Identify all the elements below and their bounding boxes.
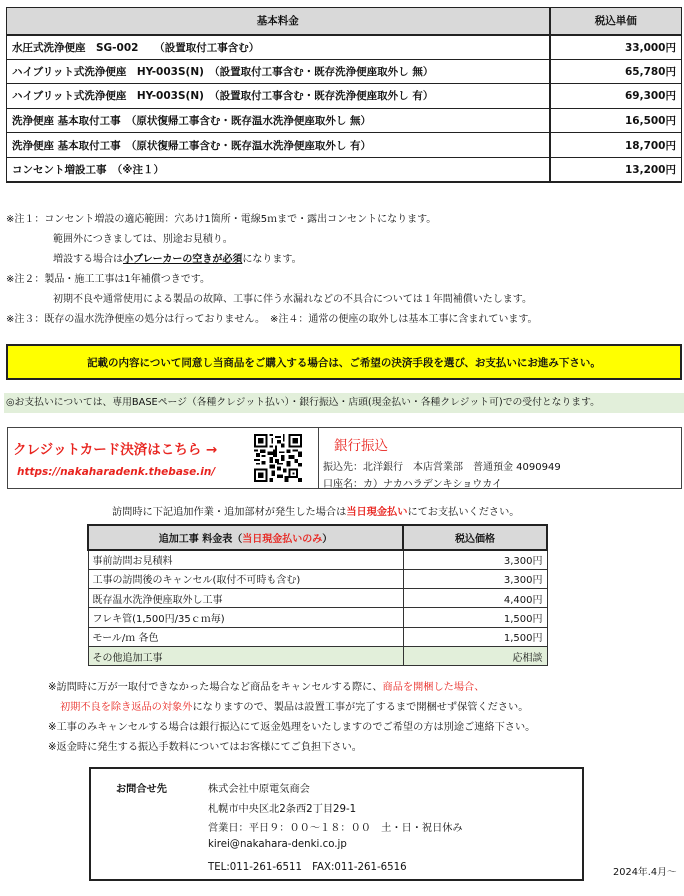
- note-1c-pre: 増設する場合は: [53, 254, 123, 265]
- credit-card-box[interactable]: [7, 427, 319, 489]
- additional-item-price: 3,300円: [403, 569, 547, 588]
- visit-notice-post: にてお支払いください。: [407, 507, 520, 518]
- contact-box: [89, 767, 584, 881]
- additional-fee-header-row: [88, 525, 547, 550]
- basic-fee-item-price: 16,500円: [550, 108, 682, 133]
- table-row: [88, 627, 547, 646]
- table-row: [88, 589, 547, 608]
- additional-header-emphasis: 当日現金払いのみ: [242, 534, 323, 545]
- remark-2-post: になりますので、製品は設置工事が完了するまで開梱せず保管ください。: [192, 702, 529, 713]
- basic-fee-item-name: 洗浄便座 基本取付工事 （原状復帰工事含む・既存温水洗浄便座取外し 有）: [7, 133, 550, 158]
- basic-fee-item-price: 13,200円: [550, 157, 682, 182]
- agreement-banner: [6, 344, 682, 380]
- additional-item-price: 4,400円: [403, 589, 547, 608]
- visit-notice-pre: 訪問時に下記追加作業・追加部材が発生した場合は: [112, 507, 347, 518]
- table-row: [88, 608, 547, 627]
- additional-header-pre: 追加工事 料金表（: [158, 534, 243, 545]
- table-row: [7, 157, 682, 182]
- table-row: [88, 569, 547, 588]
- qr-code-icon[interactable]: [254, 434, 302, 482]
- table-row: [7, 133, 682, 158]
- credit-card-url[interactable]: https://nakaharadenk.thebase.in/: [17, 466, 216, 478]
- contact-address: 札幌市中央区北2条西2丁目29-1: [208, 803, 357, 815]
- bank-transfer-box: [319, 427, 682, 489]
- date-text: 2024年.4月～: [613, 867, 677, 878]
- remark-1-pre: ※訪問時に万が一取付できなかった場合など商品をキャンセルする際に、: [48, 682, 383, 693]
- contact-phone: TEL:011-261-6511 FAX:011-261-6516: [208, 862, 407, 873]
- basic-fee-item-name: 洗浄便座 基本取付工事 （原状復帰工事含む・既存温水洗浄便座取外し 無）: [7, 108, 550, 133]
- basic-fee-item-name: コンセント増設工事 （※注１）: [7, 157, 550, 182]
- basic-fee-header-row: [7, 8, 682, 35]
- remark-1: [48, 678, 535, 698]
- contact-company: 株式会社中原電気商会: [208, 784, 310, 795]
- additional-item-price: 3,300円: [403, 550, 547, 569]
- contact-hours: 営業日：平日９：００〜１８：００ 土・日・祝日休み: [208, 823, 463, 834]
- payment-note: ◎お支払いについては、専用BASEページ（各種クレジット払い）・銀行振込・店頭(現金払い・各種クレジット可)での受付となります。: [4, 393, 684, 413]
- visit-notice-emphasis: 当日現金払い: [346, 507, 408, 518]
- additional-item-name: 工事の訪問後のキャンセル(取付不可時も含む): [88, 569, 403, 588]
- basic-fee-header-name: 基本料金: [7, 8, 550, 35]
- additional-fee-header-price: 税込価格: [403, 525, 547, 550]
- additional-item-price: 応相談: [403, 646, 547, 665]
- remark-3: ※工事のみキャンセルする場合は銀行振込にて返金処理をいたしますのでご希望の方は別途ご連絡下さい。: [48, 722, 536, 733]
- contact-label: お問合せ先: [116, 784, 167, 795]
- additional-header-post: ）: [322, 534, 333, 545]
- note-1a: ※注１：コンセント増設の適応範囲：穴あけ1箇所・電線5ｍまで・露出コンセントになります。: [6, 214, 437, 225]
- table-row: [88, 550, 547, 569]
- additional-item-name: モール/ｍ 各色: [88, 627, 403, 646]
- remark-1-emphasis: 商品を開梱した場合、: [382, 682, 485, 693]
- additional-fee-table: [87, 524, 548, 666]
- note-2a: ※注２：製品・施工工事は1年補償つきです。: [6, 274, 210, 285]
- table-row: [7, 59, 682, 84]
- basic-fee-item-name: ハイブリット式洗浄便座 HY-003S(N) （設置取付工事含む・既存洗浄便座取外し 無）: [7, 59, 550, 84]
- additional-item-name: フレキ管(1,500円/35ｃｍ毎): [88, 608, 403, 627]
- remark-2: [48, 698, 535, 718]
- additional-fee-header-name: [88, 525, 403, 550]
- bank-transfer-title: 銀行振込: [334, 438, 388, 454]
- basic-fee-item-price: 33,000円: [550, 35, 682, 60]
- contact-email[interactable]: kirei@nakahara-denki.co.jp: [208, 838, 347, 850]
- basic-fee-item-name: 水圧式洗浄便座 SG-002 （設置取付工事含む）: [7, 35, 550, 60]
- note-2b: 初期不良や通常使用による製品の故障、工事に伴う水漏れなどの不具合については１年間補償いたします。: [53, 294, 532, 305]
- remark-4: ※返金時に発生する振込手数料についてはお客様にてご負担下さい。: [48, 742, 362, 753]
- note-1b: 範囲外につきましては、別途お見積り。: [53, 234, 233, 245]
- note-3: ※注３：既存の温水洗浄便座の処分は行っておりません。 ※注４：通常の便座の取外しは基本工事に含まれています。: [6, 314, 538, 325]
- table-row: [7, 108, 682, 133]
- table-row: [7, 84, 682, 109]
- basic-fee-item-price: 69,300円: [550, 84, 682, 109]
- visit-notice: [112, 503, 520, 518]
- remarks-section: [48, 678, 535, 758]
- remark-2-emphasis: 初期不良を除き返品の対象外: [60, 702, 193, 713]
- basic-fee-item-name: ハイブリット式洗浄便座 HY-003S(N) （設置取付工事含む・既存洗浄便座取外し 有）: [7, 84, 550, 109]
- bank-account-name: 口座名：カ）ナカハラデンキショウカイ: [323, 479, 502, 490]
- note-1c-post: になります。: [242, 254, 302, 265]
- basic-fee-item-price: 18,700円: [550, 133, 682, 158]
- note-1c: [6, 250, 676, 270]
- additional-item-name: 事前訪問お見積料: [88, 550, 403, 569]
- basic-fee-item-price: 65,780円: [550, 59, 682, 84]
- additional-item-name: 既存温水洗浄便座取外し工事: [88, 589, 403, 608]
- table-row: [7, 35, 682, 60]
- additional-item-price: 1,500円: [403, 608, 547, 627]
- credit-card-link[interactable]: クレジットカード決済はこちら →: [13, 442, 218, 458]
- notes-section: [6, 210, 676, 330]
- additional-item-price: 1,500円: [403, 627, 547, 646]
- agreement-text: 記載の内容について同意し当商品をご購入する場合は、ご希望の決済手段を選び、お支払いにお進み下さい。: [87, 356, 601, 369]
- table-row: [88, 646, 547, 665]
- note-1c-emphasis: 小ブレーカーの空きが必須: [123, 254, 243, 265]
- basic-fee-table: [6, 7, 682, 183]
- bank-account-info: 振込先：北洋銀行 本店営業部 普通預金 4090949: [323, 462, 561, 473]
- additional-item-name: その他追加工事: [88, 646, 403, 665]
- contact-details: [208, 780, 463, 878]
- basic-fee-header-price: 税込単価: [550, 8, 682, 35]
